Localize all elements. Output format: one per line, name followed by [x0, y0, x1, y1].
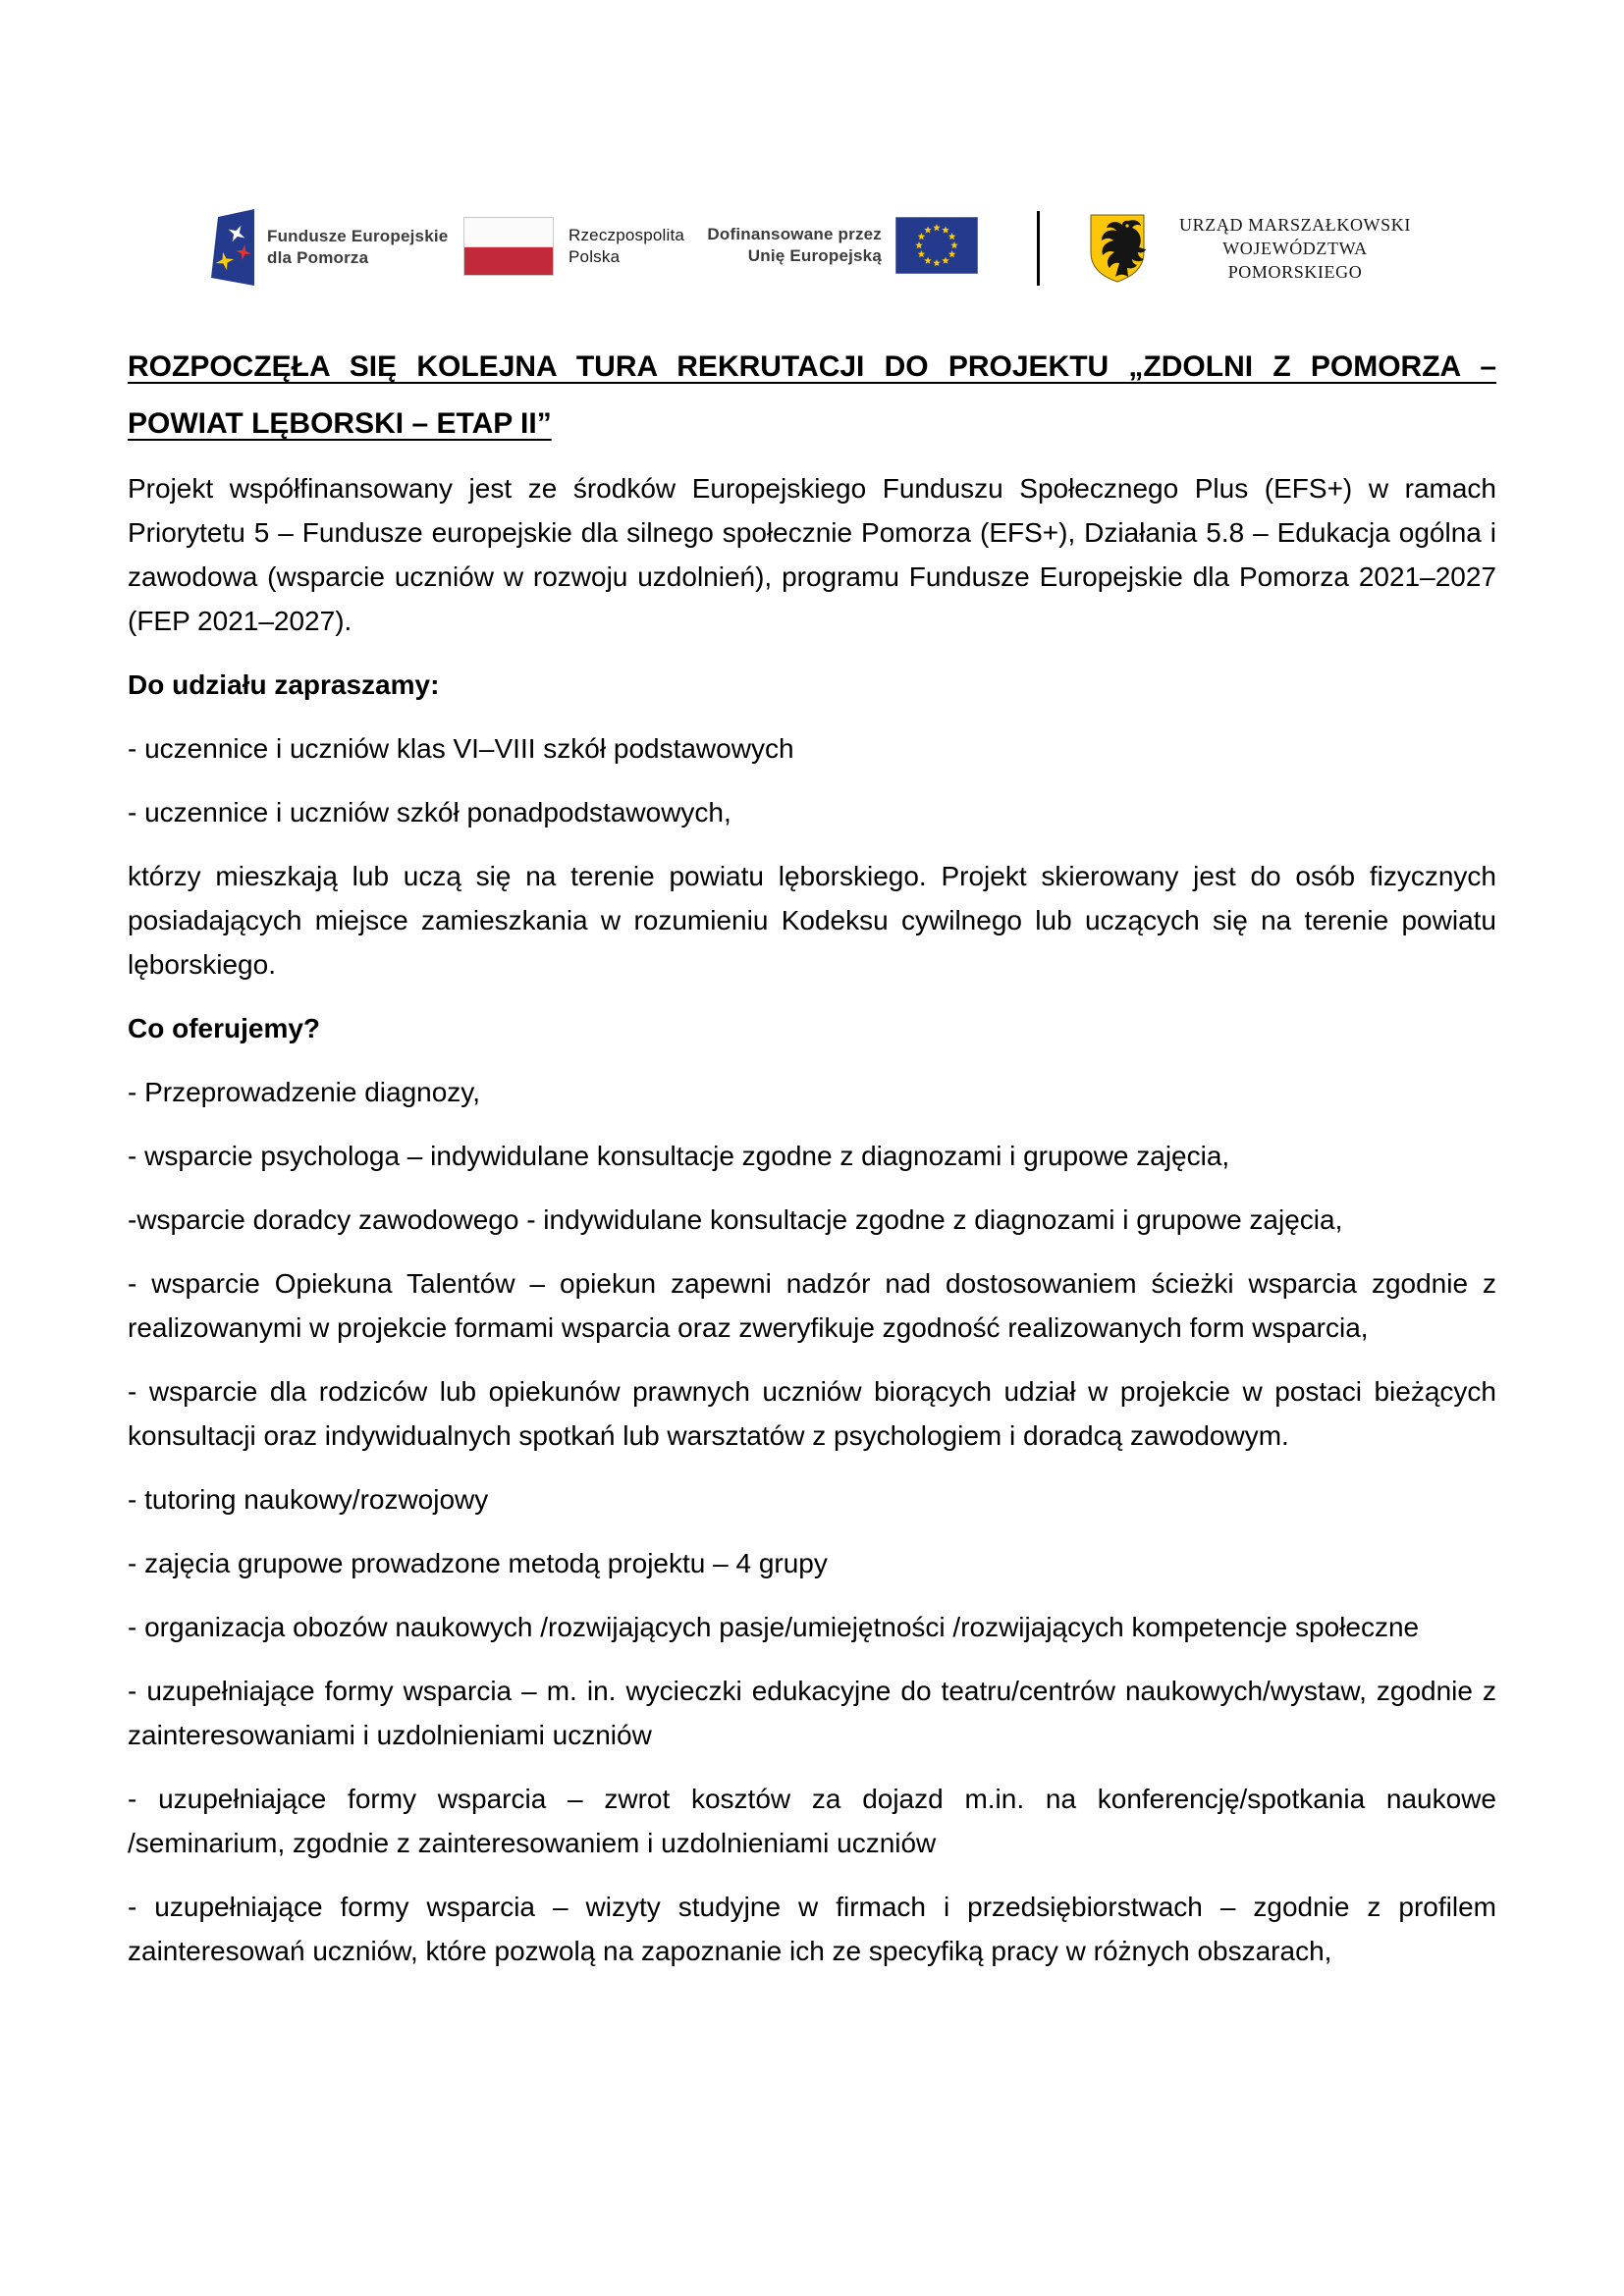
eu-flag-icon — [895, 217, 978, 274]
bullet-wsparcie-psychologa: - wsparcie psychologa – indywidulane konsultacje zgodne z diagnozami i grupowe zajęcia, — [128, 1141, 1230, 1171]
logo-fundusze-label-line2: dla Pomorza — [267, 248, 369, 267]
document-body — [128, 339, 1496, 1993]
logo-fundusze-label-line1: Fundusze Europejskie — [267, 227, 449, 245]
pomerania-griffin-shield-icon — [1088, 213, 1147, 284]
heading-co-oferujemy: Co oferujemy? — [128, 1013, 321, 1043]
bullet-uczniowie-podstawowych: - uczennice i uczniów klas VI–VIII szkół podstawowych — [128, 733, 794, 764]
bullet-opiekun-talentow: - wsparcie Opiekuna Talentów – opiekun zapewni nadzór nad dostosowaniem ścieżki wsparcia zgodnie z realizowanymi w projekcie formami wsparcia oraz zweryfikuje zgodność realizowanych form wsparcia, — [128, 1268, 1496, 1343]
logo-urzad-marszalkowski — [1088, 213, 1426, 284]
bullet-wsparcie-rodzicow: - wsparcie dla rodziców lub opiekunów prawnych uczniów biorących udział w projekcie w postaci bieżących konsultacji oraz indywidualnych spotkań lub warsztatów z psychologiem i doradcą zawodowym. — [128, 1376, 1496, 1451]
logo-urzad-label-line1: URZĄD MARSZAŁKOWSKI — [1179, 215, 1411, 235]
logo-rzeczpospolita-polska — [463, 217, 684, 276]
logo-fundusze-europejskie — [211, 208, 448, 287]
eu-funds-flag-icon — [211, 208, 254, 287]
paragraph-project-funding: Projekt współfinansowany jest ze środków Europejskiego Funduszu Społecznego Plus (EFS+) w ramach Priorytetu 5 – Fundusze europejskie dla silnego społecznie Pomorza (EFS+), Działania 5.8 – Edukacja ogólna i zawodowa (wsparcie uczniów w rozwoju uzdolnień), programu Fundusze Europejskie dla Pomorza 2021–2027 (FEP 2021–2027). — [128, 473, 1496, 636]
bullet-wizyty-studyjne: - uzupełniające formy wsparcia – wizyty studyjne w firmach i przedsiębiorstwach – zgodnie z profilem zainteresowań uczniów, które pozwolą na zapoznanie ich ze specyfiką pracy w różnych obszarach, — [128, 1892, 1496, 1966]
logo-ue-label-line1: Dofinansowane przez — [707, 225, 882, 243]
bullet-tutoring: - tutoring naukowy/rozwojowy — [128, 1484, 489, 1515]
bullet-obozy-naukowe: - organizacja obozów naukowych /rozwijających pasje/umiejętności /rozwijających kompetencje społeczne — [128, 1612, 1420, 1642]
bullet-uczniowie-ponadpodstawowych: - uczennice i uczniów szkół ponadpodstawowych, — [128, 797, 731, 828]
bullet-wycieczki-edukacyjne: - uzupełniające formy wsparcia – m. in. wycieczki edukacyjne do teatru/centrów naukowych/wystaw, zgodnie z zainteresowaniami i uzdolnieniami uczniów — [128, 1676, 1496, 1750]
bullet-zwrot-kosztow: - uzupełniające formy wsparcia – zwrot kosztów za dojazd m.in. na konferencję/spotkania naukowe /seminarium, zgodnie z zainteresowaniem i uzdolnieniami uczniów — [128, 1784, 1496, 1858]
bullet-diagnoza: - Przeprowadzenie diagnozy, — [128, 1077, 481, 1107]
logo-ue-label-line2: Unię Europejską — [747, 246, 882, 265]
logo-polska-label-line2: Polska — [568, 247, 621, 266]
bullet-zajecia-grupowe: - zajęcia grupowe prowadzone metodą projektu – 4 grupy — [128, 1548, 828, 1578]
logo-urzad-label-line2: WOJEWÓDZTWA POMORSKIEGO — [1222, 239, 1368, 282]
heading-do-udzialu-zapraszamy: Do udziału zapraszamy: — [128, 669, 440, 700]
header-divider-line — [1037, 211, 1040, 286]
poland-flag-icon — [463, 217, 554, 276]
bullet-wsparcie-doradcy: -wsparcie doradcy zawodowego - indywidulane konsultacje zgodne z diagnozami i grupowe zajęcia, — [128, 1204, 1343, 1235]
logo-dofinansowane-ue — [705, 217, 978, 274]
document-header-logos — [128, 191, 1496, 301]
logo-polska-label-line1: Rzeczpospolita — [568, 226, 685, 244]
document-title: ROZPOCZĘŁA SIĘ KOLEJNA TURA REKRUTACJI DO PROJEKTU „ZDOLNI Z POMORZA – POWIAT LĘBORSKI – ETAP II” — [128, 350, 1496, 440]
paragraph-powiat-leborski: którzy mieszkają lub uczą się na terenie powiatu lęborskiego. Projekt skierowany jest do osób fizycznych posiadających miejsce zamieszkania w rozumieniu Kodeksu cywilnego lub uczących się na terenie powiatu lęborskiego. — [128, 861, 1496, 980]
